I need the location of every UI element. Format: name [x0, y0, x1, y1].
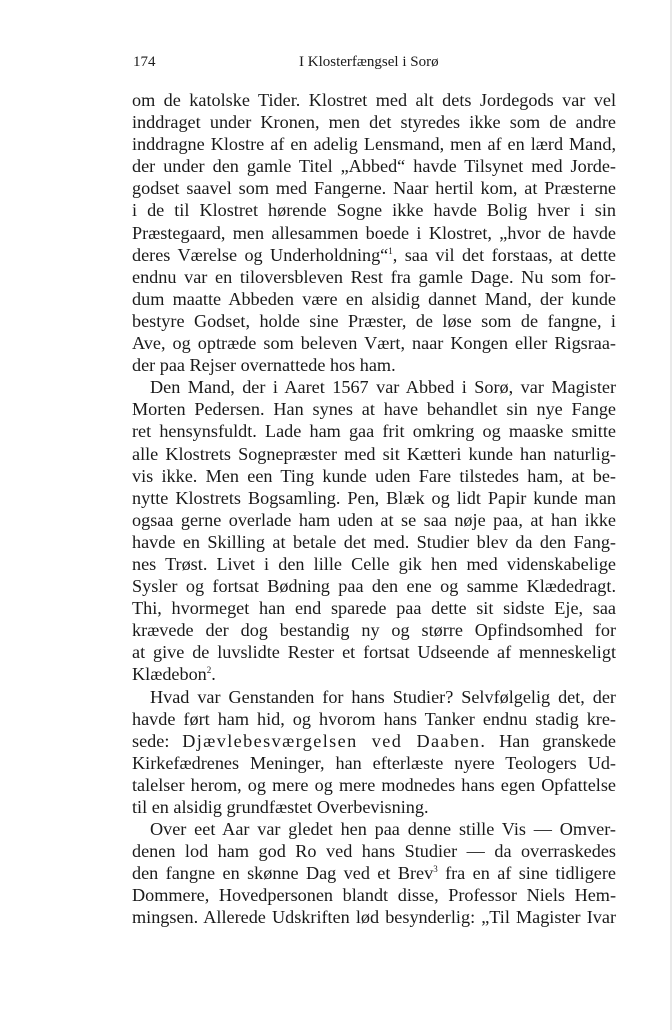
- emphasized-text: Djævlebesværgelsen ved Daaben.: [182, 730, 487, 751]
- footnote-marker: 3: [433, 864, 438, 875]
- page-number: 174: [133, 54, 156, 70]
- text-line: denen lod ham god Ro ved hans Studier — da overraskedes: [132, 841, 616, 862]
- text-line: om de katolske Tider. Klostret med alt dets Jordegods var vel: [132, 90, 616, 110]
- text-line: inddraget under Kronen, men det styredes ikke som de andre: [132, 112, 616, 133]
- text-line: til en alsidig grundfæstet Overbevisning.: [132, 797, 429, 817]
- text-line: godset saavel som med Fangerne. Naar hertil kom, at Præsterne: [132, 178, 616, 199]
- text-line: Morten Pedersen. Han synes at have behandlet sin nye Fange: [132, 399, 616, 420]
- line-text: Han granskede: [486, 730, 617, 751]
- text-line: Thi, hvormeget han end sparede paa dette sit sidste Eje, saa: [132, 598, 616, 619]
- text-line: nytte Klostrets Bogsamling. Pen, Blæk og lidt Papir kunde man: [132, 487, 616, 508]
- text-line: nes Trøst. Livet i den lille Celle gik hen med videnskabelige: [132, 553, 616, 574]
- text-line: dum maatte Abbeden være en alsidig dannet Mand, der kunde: [132, 288, 616, 309]
- text-line: endnu var en tiloversbleven Rest fra gamle Dage. Nu som for-: [132, 266, 616, 287]
- text-line: ogsaa gerne overlade ham uden at se saa nøje paa, at han ikke: [132, 509, 616, 530]
- text-line: Kirkefædrenes Meninger, han efterlæste nyere Teologers Ud-: [132, 752, 616, 773]
- text-line: inddragne Klostre af en adelig Lensmand, men af en lærd Mand,: [132, 134, 616, 155]
- text-line: bestyre Godset, holde sine Præster, de løse som de fangne, i: [132, 310, 616, 331]
- page-header: [0, 54, 672, 78]
- line-text: fra en af sine tidligere: [437, 863, 616, 884]
- text-line: der under den gamle Titel „Abbed“ havde Tilsynet med Jorde-: [132, 156, 616, 177]
- text-line: [132, 730, 616, 752]
- text-line: [132, 244, 616, 266]
- text-line: at give de luvslidte Rester et fortsat Udseende af menneskeligt: [132, 642, 616, 663]
- body-text: [132, 89, 616, 929]
- text-line: havde ført ham hid, og hvorom hans Tanker endnu stadig kre-: [132, 708, 616, 729]
- text-line: talelser herom, og mere og mere modnedes hans egen Opfattelse: [132, 774, 616, 795]
- line-text: .: [211, 664, 216, 685]
- text-line: Den Mand, der i Aaret 1567 var Abbed i Sorø, var Magister: [150, 377, 616, 398]
- running-title: I Klosterfængsel i Sorø: [299, 54, 439, 70]
- footnote-marker: 1: [388, 245, 393, 256]
- text-line: Sysler og fortsat Bødning paa den ene og samme Klædedragt.: [132, 576, 616, 597]
- text-line: krævede der dog bestandig ny og større Opfindsomhed for: [132, 620, 616, 641]
- text-line: Ave, og optræde som beleven Vært, naar Kongen eller Rigsraa-: [132, 333, 616, 354]
- text-line: [132, 663, 616, 685]
- line-text: , saa vil det forstaas, at dette: [392, 244, 616, 265]
- text-line: Hvad var Genstanden for hans Studier? Selvfølgelig det, der: [150, 686, 616, 707]
- text-line: mingsen. Allerede Udskriften lød besynderlig: „Til Magister Ivar: [132, 907, 616, 928]
- line-text: den fangne en skønne Dag ved et Brev: [132, 863, 434, 884]
- text-line: Dommere, Hovedpersonen blandt disse, Professor Niels Hem-: [132, 885, 616, 906]
- text-line: i de til Klostret hørende Sogne ikke havde Bolig hver i sin: [132, 200, 616, 221]
- text-line: Over eet Aar var gledet hen paa denne stille Vis — Omver-: [150, 819, 616, 840]
- text-line: vis ikke. Men een Ting kunde uden Fare tilstedes ham, at be-: [132, 465, 616, 486]
- text-line: Præstegaard, men allesammen boede i Klostret, „hvor de havde: [132, 222, 616, 243]
- text-line: der paa Rejser overnattede hos ham.: [132, 355, 396, 376]
- text-line: havde en Skilling at betale det med. Studier blev da den Fang-: [132, 531, 616, 552]
- line-text: sede:: [132, 730, 183, 751]
- text-line: ret hensynsfuldt. Lade ham gaa frit omkring og maaske smitte: [132, 421, 616, 442]
- line-text: Klædebon: [132, 664, 207, 685]
- line-text: deres Værelse og Underholdning“: [132, 244, 389, 265]
- text-line: [132, 862, 616, 884]
- text-line: alle Klostrets Sognepræster med sit Kætteri kunde han naturlig-: [132, 443, 616, 464]
- footnote-marker: 2: [206, 665, 212, 676]
